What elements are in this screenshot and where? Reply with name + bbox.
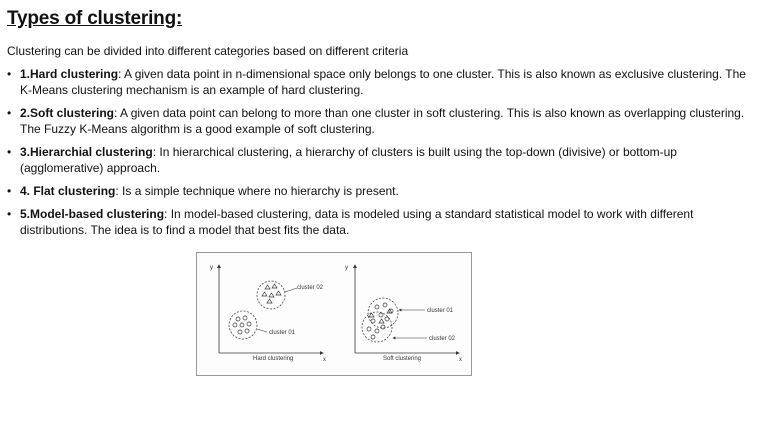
item-term: 4. Flat clustering bbox=[20, 184, 116, 198]
bullet-icon: • bbox=[7, 207, 12, 221]
soft-clustering-panel bbox=[345, 265, 462, 363]
bullet-icon: • bbox=[7, 67, 12, 81]
bullet-icon: • bbox=[7, 106, 12, 120]
soft-caption: Soft clustering bbox=[383, 356, 422, 362]
bullet-icon: • bbox=[7, 145, 12, 159]
item-description: : In hierarchical clustering, a hierarchy of clusters is built using the top-down (divisive) or bottom-up (agglomerative) approach. bbox=[20, 145, 677, 175]
item-description: : A given data point in n-dimensional space only belongs to one cluster. This is also known as exclusive clustering. The K-Means clustering mechanism is an example of hard clustering. bbox=[20, 67, 746, 97]
list-item-hard-clustering bbox=[7, 66, 759, 98]
slide-title: Types of clustering: bbox=[7, 8, 183, 29]
triangle-points bbox=[262, 284, 281, 303]
list-item-hierarchical-clustering bbox=[7, 144, 759, 176]
soft-triangle-points bbox=[369, 309, 392, 323]
list-item-flat-clustering bbox=[7, 183, 759, 199]
item-description: : Is a simple technique where no hierarchy is present. bbox=[115, 184, 399, 198]
item-term: 2.Soft clustering bbox=[20, 106, 115, 120]
clustering-diagram-figure bbox=[196, 252, 472, 376]
hard-caption: Hard clustering bbox=[253, 356, 294, 362]
hard-cluster-01-label: cluster 01 bbox=[269, 330, 296, 336]
item-description: : A given data point can belong to more than one cluster in soft clustering. This is also known as overlapping clustering. The Fuzzy K-Means algorithm is a good example of soft clustering. bbox=[20, 106, 745, 136]
circle-points bbox=[233, 316, 251, 334]
item-description: : In model-based clustering, data is modeled using a standard statistical model to work with different distributions. The idea is to find a model that best fits the data. bbox=[20, 207, 694, 237]
clustering-types-list bbox=[7, 66, 759, 245]
clustering-diagram bbox=[197, 253, 471, 375]
hard-y-axis-label: y bbox=[210, 265, 213, 271]
item-term: 5.Model-based clustering bbox=[20, 207, 165, 221]
soft-cluster-02-label: cluster 02 bbox=[429, 336, 456, 342]
hard-cluster-02-label: cluster 02 bbox=[297, 285, 324, 291]
hard-x-axis-label: x bbox=[323, 357, 326, 363]
leader-line bbox=[285, 288, 297, 292]
leader-line bbox=[257, 329, 267, 332]
soft-cluster-01-label: cluster 01 bbox=[427, 308, 454, 314]
intro-text: Clustering can be divided into different categories based on different criteria bbox=[7, 44, 409, 58]
soft-cluster-upper bbox=[368, 298, 398, 328]
list-item-soft-clustering bbox=[7, 105, 759, 137]
hard-clustering-panel bbox=[210, 265, 326, 363]
list-item-model-based-clustering bbox=[7, 206, 759, 238]
bullet-icon: • bbox=[7, 184, 12, 198]
soft-x-axis-label: x bbox=[459, 357, 462, 363]
item-term: 3.Hierarchial clustering bbox=[20, 145, 153, 159]
soft-y-axis-label: y bbox=[345, 265, 348, 271]
item-term: 1.Hard clustering bbox=[20, 67, 119, 81]
